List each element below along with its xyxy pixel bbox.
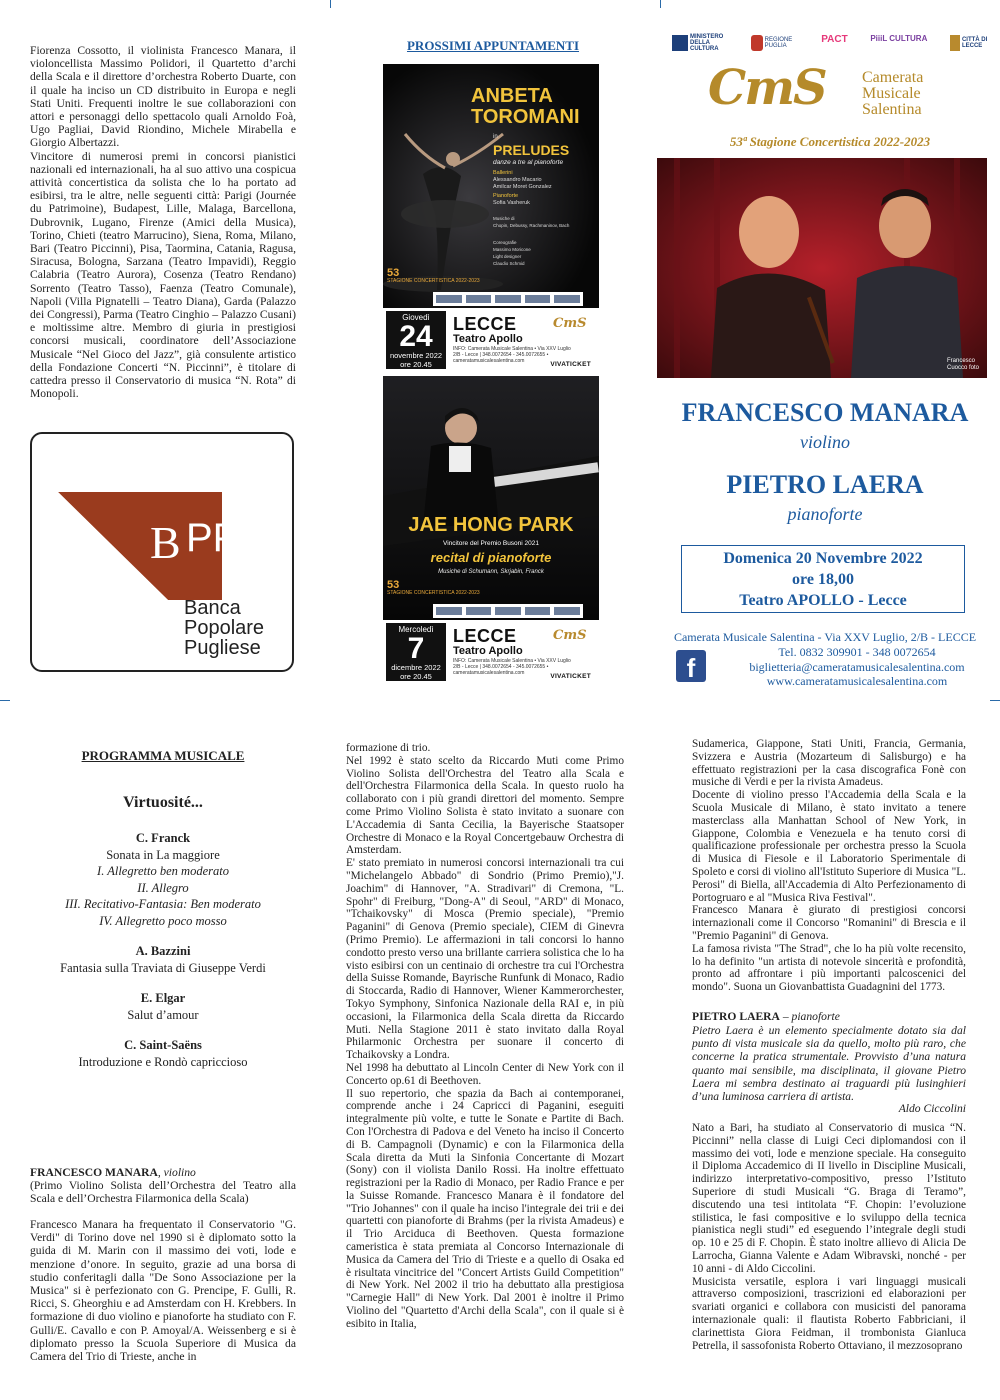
manara-bio-part1: Francesco Manara ha frequentato il Conservatorio "G. Verdi" di Torino dove nel 1990 si è diplomato sotto la guida di M. Marin con il massimo dei voti, lode e menzione d’onore. In seguito, grazie ad una borsa di studio conferitagli dalla "De Sono Associazione per la Musica" si è perfezionato con G. Prencipe, F. Gulli, R. Ricci, S. Gheorghiu e ad Amsterdam con H. Krebbers. In formazione di duo violino e pianoforte ha studiato con F. Gulli/E. Cavallo e con P. Amoyal/A. Weissenberg e si è diplomato presso la Scuola Superiore di Musica da Camera del Trio di Trieste, anche in [30, 1218, 296, 1364]
bank-initials-pp: PP [186, 516, 240, 560]
program-movement: IV. Allegretto poco mosso [99, 913, 227, 928]
lecce-crest-icon [950, 35, 960, 51]
sponsor-label: CITTÀ DI LECCE [961, 37, 988, 49]
manara-bio-part3: Sudamerica, Giappone, Stati Uniti, Francia, Germania, Svizzera e Austria (Mozarteum di Salisburgo) e ha effettuato registrazioni per la casa discografica Fonè con musiche di Verdi e per la rivista Amadeus. Docente di violino presso l'Accademia della Scala e la Scuola Musicale di Milano, è stato invitato a tenere masterclass alla Manhattan School of New York, in Giappone, Colombia e Venezuela e ha tenuto corsi di qualificazione professionale per orchestra presso la Scuola di Musica di Fiesole e il Laboratorio Sperimentale di Spoleto e corsi di violino all'Istituto Superiore di Musica "L. Perosi" di Biella, all'Accademia di Alto Perfezionamento di Portogruaro e al "Musica Riva Festival". Francesco Manara è giurato di prestigiosi concorsi internazionali come il Concorso "Romanini" di Brescia e il "Premio Paganini" di Genova. La famosa rivista "The Strad", che lo ha più volte recensito, lo ha definito "un artista di notevole sincerità e profondità, pronto ad affrontare i più importanti palcoscenici del mondo". Suona un Giovanbattista Guadagnini del 1773. [692, 738, 966, 994]
poster1-datebox [386, 311, 446, 369]
poster2-datebox [386, 623, 446, 681]
poster1-credit-value: Sofia Vasheruk [493, 200, 530, 206]
manara-role: , violino [157, 1166, 196, 1179]
program-list [30, 830, 296, 1070]
sponsor-pact: PACT [821, 34, 848, 45]
org-email-link[interactable]: biglietteria@cameratamusicalesalentina.com [749, 659, 965, 674]
season-number: 53 [387, 267, 400, 279]
laera-role: – pianoforte [779, 1010, 840, 1023]
fold-mark [330, 0, 331, 8]
program-piece [30, 830, 296, 929]
laera-header [692, 1010, 966, 1023]
org-name-line: Salentina [862, 101, 922, 118]
laera-bio: Nato a Bari, ha studiato al Conservatorio di musica “N. Piccinni” nella classe di Luigi Ceci diplomandosi con il massimo dei voti, lode e menzione speciale. Ha conseguito il Diploma Accademico di II livello in Discipline Musicali, indirizzo interpretativo-compositivo, presso l’Istituto Superiore di studi Musicali “G. Braga di Teramo”, discutendo una tesi intitolata “F. Chopin: l’evoluzione stilistica, le fasi compositive e lo sviluppo della tecnica pianistica negli studi” ed eseguendo l’integrale degli studi op. 10 e 25 di F. Chopin. È stato inoltre allievo di Alicia De Larrocha, Gianna Valente e Adam Wibravski, nonché - per 10 anni - di Aldo Ciccolini. Musicista versatile, esplora i vari linguaggi musicali attraverso composizioni, trascrizioni ed elaborazioni per svariati organici e collabora con musicisti del panorama internazionale quali: il flautista Roberto Fabbriciani, il clarinettista Giora Feidman, il trombonista Gianluca Petrella, il sassofonista Roberto Ottaviano, il mezzosoprano [692, 1122, 966, 1352]
org-name [862, 70, 923, 118]
poster2-day: 7 [407, 632, 425, 665]
sponsor-regione [751, 34, 799, 52]
poster-toromani[interactable] [383, 64, 599, 372]
poster1-show: PRELUDES [493, 142, 570, 158]
poster1-credit-label: Light designer [493, 254, 522, 259]
poster1-season-badge [387, 268, 480, 285]
poster1-credit-label: Coreografie [493, 240, 517, 245]
laera-name: PIETRO LAERA [692, 1010, 780, 1023]
sponsor-piiil: PiiiL CULTURA [870, 34, 928, 43]
poster2-ticket-logo: VIVATICKET [550, 673, 591, 680]
program-work: Introduzione e Rondò capriccioso [78, 1054, 248, 1069]
bank-advertisement [30, 432, 294, 672]
program-subtitle: Virtuosité... [123, 794, 203, 811]
program-composer: C. Franck [135, 831, 191, 845]
program-piece [30, 943, 296, 976]
appointments-heading: PROSSIMI APPUNTAMENTI [406, 38, 580, 53]
program-piece [30, 1037, 296, 1070]
poster1-subtitle: danze a tre al pianoforte [493, 159, 564, 166]
org-contacts [724, 645, 990, 689]
poster1-city: LECCE [453, 314, 517, 334]
poster1-in: in [493, 134, 498, 140]
bank-initial-b: B [150, 517, 181, 568]
regione-crest-icon [751, 35, 763, 51]
poster1-credits [493, 170, 597, 267]
program-movement: III. Recitativo-Fantasia: Ben moderato [65, 897, 261, 911]
program-composer: C. Saint-Saëns [124, 1038, 202, 1052]
bank-name-line: Banca [184, 597, 241, 619]
season-text: STAGIONE CONCERTISTICA 2022-2023 [387, 278, 480, 284]
manara-subtitle: (Primo Violino Solista dell’Orchestra del Teatro alla Scala e dell’Orchestra Filarmonica della Scala) [30, 1179, 296, 1206]
artist2-name: PIETRO LAERA [726, 470, 924, 499]
artists-photo-image [657, 158, 987, 378]
org-phone: Tel. 0832 309901 - 348 0072654 [778, 645, 936, 659]
event-date: Domenica 20 Novembre 2022 [723, 550, 923, 567]
artist1-role: violino [800, 432, 850, 452]
sponsor-ministero [672, 34, 728, 52]
poster1-ticket-logo: VIVATICKET [550, 361, 591, 368]
poster2-music: Musiche di Schumann, Skrjabin, Franck [438, 569, 544, 575]
poster2-sponsor-logos [433, 604, 583, 618]
bank-name-line: Pugliese [184, 637, 261, 659]
program-work: Sonata in La maggiore [106, 847, 220, 862]
poster1-artist [471, 86, 580, 128]
poster1-time: ore 20.45 [400, 359, 432, 369]
poster1-credit-label: Musiche di [493, 216, 515, 221]
sponsor-label: MINISTERO DELLA CULTURA [690, 34, 724, 52]
org-address: Camerata Musicale Salentina - Via XXV Luglio, 2/B - LECCE [673, 630, 977, 644]
laera-quote-author: Aldo Ciccolini [898, 1102, 966, 1115]
season-number: 53 [387, 579, 400, 591]
poster1-credit-value: Alessandro Macario Amilcar Moret Gonzalez [493, 177, 552, 190]
org-name-line: Camerata [862, 69, 924, 86]
laera-bio-continued: Fiorenza Cossotto, il violinista Francesco Manara, il violoncellista Massimo Polidori, il Quartetto d’archi della Scala e il direttore d’orchestra Roberto Duarte, con il quale ha inciso un CD distribuito in Europa e negli Stati Uniti. Frequenti inoltre le sue collaborazioni con attori e personaggi dello spettacolo quali Arnoldo Foà, Ugo Pagliai, David Riondino, Michele Mirabella e Giorgio Albertazzi. Vincitore di numerosi premi in concorsi pianistici nazionali ed internazionali, ha al suo attivo una cospicua attività concertistica da solista che lo ha portato ad esibirsi, tra le altre, nelle seguenti città: Parigi (Journée du Patrimoine), Budapest, Lille, Malaga, Barcellona, Dubrovnik, Lugano, Firenze (Amici della Musica), Torino, Chieti (teatro Marrucino), Siena, Roma, Milano, Bari (Teatro Piccinni), Pisa, Taormina, Catania, Ragusa, Siracusa, Bologna, Sarzana (Teatro Impavidi), Reggio Calabria (Teatro Aurora), Cosenza (Teatro Rendano) Sorrento (Teatro Tasso), Faenza (Teatro Comunale), Napoli (Villa Pignatelli – Teatro Diana), Garda (Palazzo dei Congressi), Parma (Teatro Cinghio – Palazzo Cusani) e moltissime altre. Membro di giuria in prestigiosi concorsi musicali, coordinatore dell’Associazione Musicale “Nel Gioco del Jazz”, già consulente artistico della Fondazione Concerti “N. Piccinni”, è titolare di cattedra presso il Conservatorio di musica “N. Rota” di Monopoli. [30, 44, 296, 401]
poster2-info: INFO: Camerata Musicale Salentina • Via XXV Luglio 2/B - Lecce | 348.0072654 - 345.0072655 • cameratamusicalesalentina.com [453, 658, 571, 676]
program-composer: E. Elgar [140, 991, 186, 1005]
facebook-icon[interactable]: f [676, 650, 706, 682]
poster1-credit-label: Pianoforte [493, 193, 519, 199]
manara-name: FRANCESCO MANARA [30, 1166, 158, 1179]
poster1-sponsor-logos [433, 292, 583, 306]
event-time: ore 18,00 [792, 571, 854, 588]
ministero-icon [672, 35, 688, 51]
manara-bio-part2: formazione di trio. Nel 1992 è stato scelto da Riccardo Muti come Primo Violino Solista dell'Orchestra del Teatro alla Scala e dell'Orchestra Filarmonica della Scala. In questo ruolo ha collaborato con i più grandi direttori del momento. Sempre come Primo Violino Solista è stato invitato a suonare con L'Accademia di Santa Cecilia, la Bayerische Staatsoper Orchestre di Monaco e la Royal Concertgebauw Orchestra di Amsterdam. E' stato premiato in numerosi concorsi internazionali tra cui "Michelangelo Abbado" di Sondrio (Primo Premio),"J. Joachim" di Hannover, "A. Stradivari" di Cremona, "L. Spohr" di Freiburg, "Dong-A" di Seoul, "ARD" di Monaco, "Tchaikovsky" di Mosca (Premio speciale), "Premio Paganini" di Genova (Premio speciale), CIEM di Ginevra (Primo Premio). Le affermazioni in tali concorsi lo hanno condotto presto verso una brillante carriera solistica che lo ha visto esibirsi con un centinaio di orchestre tra cui l'Orchestra della Suisse Romande, Bayrische Runfunk di Monaco, Radio di Stoccarda, Radio di Hannover, Wiener Kammerorchester, Tokyo Symphony, Sinfonica Nazionale della RAI e, in più occasioni, la Filarmonica della Scala diretta da Riccardo Muti. Nella Stagione 2011 è stato invitato dalla Royal Philarmonic Orchestra per suonare il concerto di Tchaikovsky a Londra. Nel 1998 ha debuttato al Lincoln Center di New York con il Concerto op.61 di Beethoven. Il suo repertorio, che spazia da Bach ai contemporanei, comprende anche i 24 Capricci di Paganini, eseguiti integralmente più volte, e tutte le Sonate e Partite di Bach. Con l'Orchestra di Padova e del Veneto ha inciso il Concerto di B. Campagnoli (Dynamic) e con la Filarmonica della Scala diretta da Muti la Sinfonia Concertante di Mozart (Sony) con il violista Danilo Rossi. Ha inoltre effettuato registrazioni per la Radio di Monaco, per Radio France e per la Suisse Romande. Francesco Manara è il fondatore del "Trio Johannes" con il quale ha inciso l'integrale dei trii e dei quartetti con pianoforte di Brahms (per la rivista Amadeus) e il Trio Arciduca di Beethoven. Questa formazione cameristica è stata premiata al Concorso Internazionale di Musica da Camera del Trio di Trieste e a quello di Osaka ed è risultata vincitrice del "Concert Artists Guild Competition" di New York. Nel 2002 il trio ha debuttato alla prestigiosa "Carnegie Hall" di New York. Dal 2001 è inoltre il Primo Violino del "Quartetto d'Archi della Scala", con il quale si è esibito in Italia, [346, 742, 624, 1330]
artists-photo [657, 158, 987, 378]
poster1-org-logo: CmS [553, 316, 587, 331]
program-composer: A. Bazzini [135, 944, 191, 958]
fold-mark [660, 0, 661, 8]
poster2-show: recital di pianoforte [430, 550, 552, 565]
org-name-line: Musicale [862, 85, 921, 102]
poster2-dow: Mercoledì [398, 625, 434, 634]
poster2-venue: Teatro Apollo [453, 645, 523, 657]
artist1-name: FRANCESCO MANARA [681, 398, 969, 427]
program-work: Fantasia sulla Traviata di Giuseppe Verdi [60, 960, 266, 975]
poster1-credit-value: Claudio Schmid [493, 261, 525, 266]
sponsor-logos [672, 34, 988, 52]
sponsor-label: REGIONE PUGLIA [764, 37, 793, 49]
poster1-info: INFO: Camerata Musicale Salentina • Via XXV Luglio 2/B - Lecce | 348.0072654 - 345.0072655 • cameratamusicalesalentina.com [453, 346, 571, 364]
poster1-credit-label: Ballerini [493, 170, 513, 176]
poster1-day: 24 [399, 320, 433, 353]
program-heading: PROGRAMMA MUSICALE [81, 748, 245, 763]
season-text: STAGIONE CONCERTISTICA 2022-2023 [387, 590, 480, 596]
poster1-date-strip [383, 308, 599, 372]
poster-jae-hong-park[interactable] [383, 376, 599, 684]
poster2-artist: JAE HONG PARK [408, 514, 574, 536]
photo-credit: Francesco Cuocco foto [947, 358, 980, 371]
poster1-credit-value: Chopin, Debussy, Rachmaninov, Bach [493, 223, 570, 228]
poster1-artist-last: TOROMANI [471, 106, 580, 128]
poster2-date: dicembre 2022 [391, 663, 441, 672]
sponsor-lecce [950, 34, 988, 52]
poster1-date: novembre 2022 [389, 351, 443, 360]
fold-mark [0, 700, 10, 701]
poster2-date-strip [383, 620, 599, 684]
poster1-dow: Giovedì [402, 313, 430, 322]
poster1-artist-first: ANBETA [471, 85, 553, 107]
event-venue: Teatro APOLLO - Lecce [739, 592, 907, 609]
event-datebox [681, 545, 965, 613]
poster2-org-logo: CmS [553, 628, 587, 643]
laera-quote: Pietro Laera è un elemento specialmente dotato sia dal punto di vista musicale sia da quello, molto più raro, che concerne la pratica strumentale. Provvisto d’una natura quanto mai sensibile, ma disciplinata, il giovane Pietro Laera mi sembra destinato ai traguardi più lusinghieri d’una luminosa carriera di artista. [692, 1024, 966, 1104]
bank-name-line: Popolare [184, 617, 265, 639]
manara-header [30, 1166, 296, 1206]
program-movement: II. Allegro [137, 880, 189, 895]
org-logo-mark: CmS [708, 60, 826, 116]
poster2-city: LECCE [453, 626, 517, 646]
poster2-season-badge [387, 580, 480, 597]
program-piece [30, 990, 296, 1023]
poster1-venue: Teatro Apollo [453, 333, 523, 345]
program-work: Salut d’amour [127, 1007, 199, 1022]
poster2-award: Vincitore del Premio Busoni 2021 [443, 540, 539, 547]
bank-name [184, 598, 264, 658]
org-website-link[interactable]: www.cameratamusicalesalentina.com [766, 674, 948, 688]
artist2-role: pianoforte [787, 504, 863, 524]
fold-mark [990, 700, 1000, 701]
season-title: 53ª Stagione Concertistica 2022-2023 [729, 134, 931, 149]
poster1-credit-value: Massimo Moricone [493, 247, 531, 252]
program-movement: I. Allegretto ben moderato [97, 864, 229, 878]
poster2-time: ore 20.45 [400, 671, 432, 681]
